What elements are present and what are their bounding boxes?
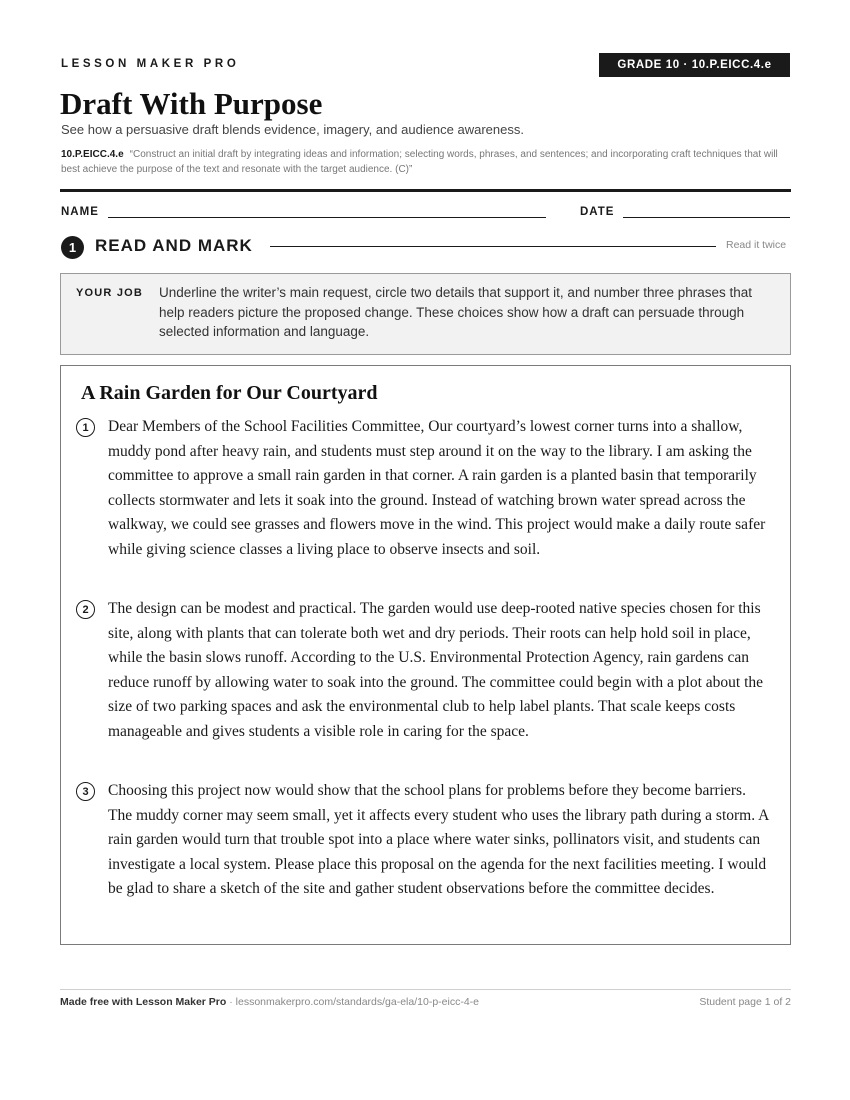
- paragraph-3: Choosing this project now would show that the school plans for problems before they become barriers. The muddy corner may seem small, yet it affects every student who uses the library path during a storm. A rain garden would turn that trouble spot into a place where water sinks, pollinators visit, and students can investigate a local system. Please place this proposal on the agenda for the next facilities meeting. I would be glad to share a sketch of the site and gather student observations before the committee decides.: [108, 782, 769, 897]
- section-title: READ AND MARK: [95, 236, 253, 255]
- instructions-text: Underline the writer’s main request, circle two details that support it, and number three phrases that help readers picture the proposed change. These choices show how a draft can persuade through selected information and language.: [159, 285, 753, 339]
- footer-page-number: Student page 1 of 2: [699, 996, 791, 1008]
- section-note: Read it twice: [726, 239, 787, 251]
- paragraph-number-1: 1: [76, 418, 95, 437]
- paragraph-number-2: 2: [76, 600, 95, 619]
- name-field[interactable]: [108, 217, 546, 218]
- footer-made-with: Made free with Lesson Maker Pro: [60, 996, 227, 1008]
- footer-credit: [60, 996, 479, 1008]
- instructions-label: YOUR JOB: [76, 287, 144, 299]
- date-label: DATE: [580, 206, 615, 218]
- section-divider: [270, 246, 716, 247]
- paragraph-1: Dear Members of the School Facilities Committee, Our courtyard’s lowest corner turns into a shallow, muddy pond after heavy rain, and students must step around it on the way to the library. I am asking the committee to approve a small rain garden in that corner. A rain garden is a planted basin that temporarily collects stormwater and lets it soak into the ground. Instead of watching brown water spread across the walkway, we could see grasses and flowers move in the wind. This project would make a daily route safer while giving science classes a living place to observe insects and soil.: [108, 418, 766, 558]
- footer-divider: [60, 989, 791, 990]
- page-subtitle: See how a persuasive draft blends evidence, imagery, and audience awareness.: [61, 122, 524, 137]
- page-title: Draft With Purpose: [60, 86, 323, 121]
- standard-text: “Construct an initial draft by integrating ideas and information; selecting words, phrases, and sentences; and incorporating craft techniques that will best achieve the purpose of the text and resonate with the target audience. (C)”: [61, 149, 778, 175]
- footer-url[interactable]: · lessonmakerpro.com/standards/ga-ela/10-p-eicc-4-e: [226, 996, 480, 1008]
- date-field[interactable]: [623, 217, 790, 218]
- brand-name: LESSON MAKER PRO: [61, 58, 240, 70]
- standard-code: 10.P.EICC.4.e: [61, 149, 124, 160]
- paragraph-2: The design can be modest and practical. The garden would use deep-rooted native species chosen for this site, along with plants that can tolerate both wet and dry periods. Their roots can help hold soil in place, while the basin slows runoff. According to the U.S. Environmental Protection Agency, rain gardens can reduce runoff by allowing water to soak into the ground. The committee could begin with a plot about the size of two parking spaces and ask the environmental club to help label plants. That scale keeps costs manageable and gives students a visible role in caring for the space.: [108, 600, 764, 740]
- passage-title: A Rain Garden for Our Courtyard: [81, 382, 378, 404]
- paragraph-number-3: 3: [76, 782, 95, 801]
- name-label: NAME: [61, 206, 99, 218]
- grade-badge: GRADE 10 · 10.P.EICC.4.e: [599, 53, 790, 77]
- instructions-box: [60, 273, 791, 355]
- header-divider: [60, 189, 791, 192]
- standard-description: [61, 147, 791, 177]
- reading-passage: [60, 365, 791, 945]
- section-number-badge: 1: [61, 236, 84, 259]
